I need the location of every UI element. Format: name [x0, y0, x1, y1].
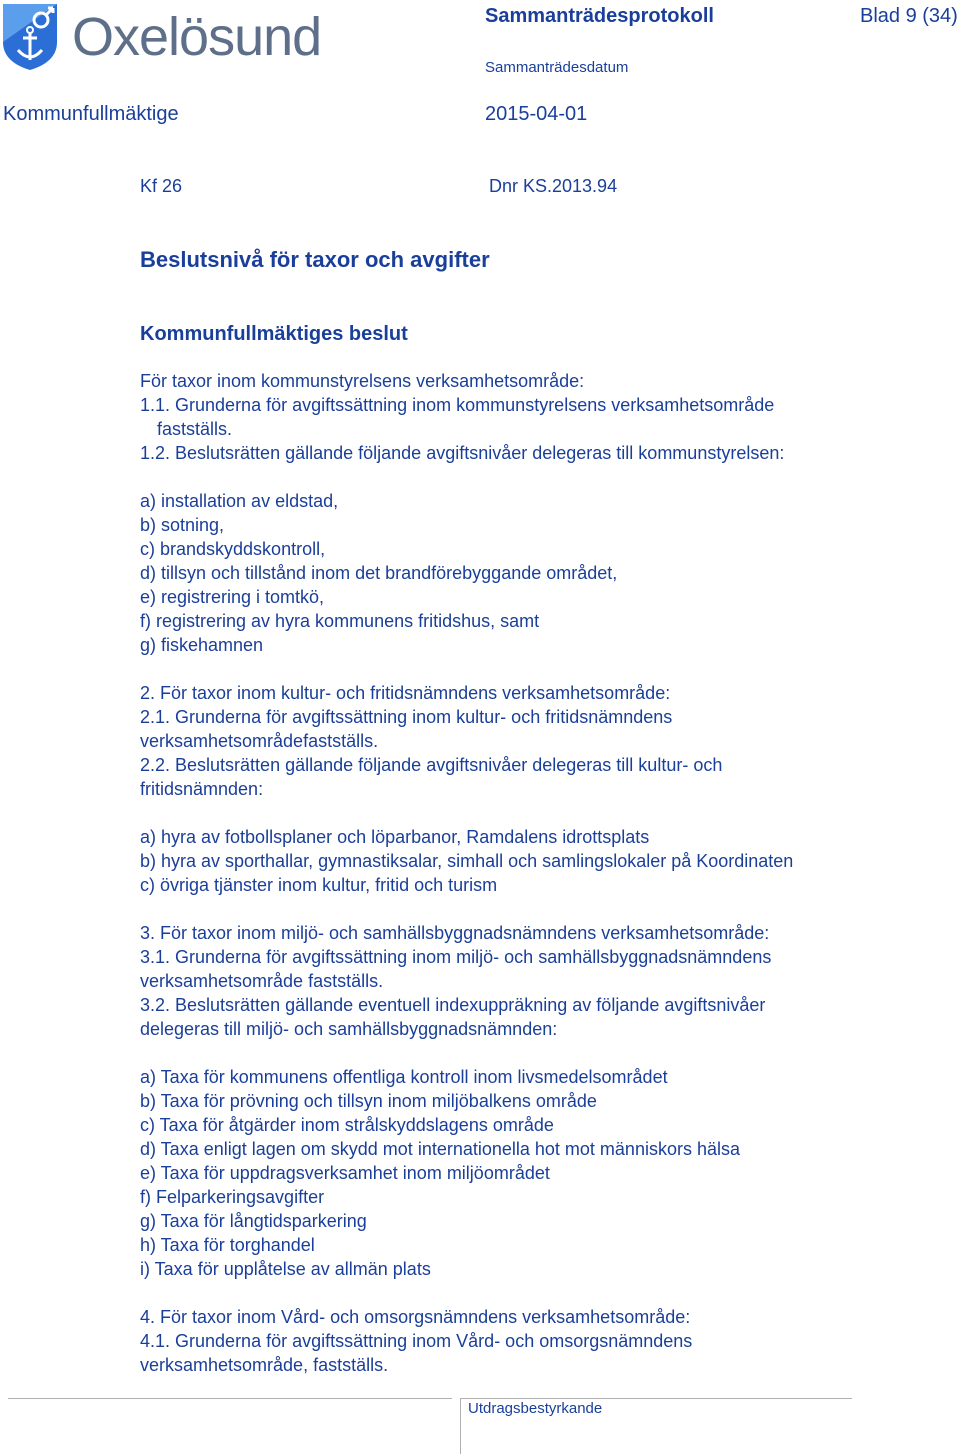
body-line: 2.1. Grunderna för avgiftssättning inom kultur- och fritidsnämndens: [140, 707, 673, 727]
body-line: delegeras till miljö- och samhällsbyggnadsnämnden:: [140, 1019, 558, 1039]
page-number: Blad 9 (34): [860, 5, 958, 27]
list-item: b) sotning,: [140, 515, 225, 535]
date-label: Sammanträdesdatum: [485, 59, 629, 76]
case-number: Kf 26: [140, 176, 183, 196]
body-line: 1.2. Beslutsrätten gällande följande avgiftsnivåer delegeras till kommunstyrelsen:: [140, 443, 785, 463]
body-line: fritidsnämnden:: [140, 779, 264, 799]
list-item: e) Taxa för uppdragsverksamhet inom miljöområdet: [140, 1163, 550, 1183]
list-item: h) Taxa för torghandel: [140, 1235, 315, 1255]
body-line: 4. För taxor inom Vård- och omsorgsnämndens verksamhetsområde:: [140, 1307, 691, 1327]
list-item: g) Taxa för långtidsparkering: [140, 1211, 367, 1231]
certification-label: Utdragsbestyrkande: [468, 1400, 603, 1417]
body-line: 1.1. Grunderna för avgiftssättning inom kommunstyrelsens verksamhetsområde: [140, 395, 775, 415]
list-item: a) installation av eldstad,: [140, 491, 339, 511]
list-item: c) övriga tjänster inom kultur, fritid och turism: [140, 875, 498, 895]
list-item: a) hyra av fotbollsplaner och löparbanor, Ramdalens idrottsplats: [140, 827, 650, 847]
list-item: f) registrering av hyra kommunens fritidshus, samt: [140, 611, 540, 631]
list-item: c) brandskyddskontroll,: [140, 539, 326, 559]
footer-divider: [460, 1398, 461, 1454]
list-item: g) fiskehamnen: [140, 635, 264, 655]
list-item: d) tillsyn och tillstånd inom det brandförebyggande området,: [140, 563, 618, 583]
list-item: f) Felparkeringsavgifter: [140, 1187, 325, 1207]
body-line: verksamhetsområde fastställs.: [140, 971, 384, 991]
list-item: e) registrering i tomtkö,: [140, 587, 325, 607]
list-item: b) hyra av sporthallar, gymnastiksalar, simhall och samlingslokaler på Koordinaten: [140, 851, 794, 871]
body-line: 4.1. Grunderna för avgiftssättning inom Vård- och omsorgsnämndens: [140, 1331, 693, 1351]
list-item: a) Taxa för kommunens offentliga kontroll inom livsmedelsområdet: [140, 1067, 668, 1087]
organ-name: Kommunfullmäktige: [3, 103, 179, 125]
page-title: Beslutsnivå för taxor och avgifter: [140, 247, 490, 272]
list-item: d) Taxa enligt lagen om skydd mot internationella hot mot människors hälsa: [140, 1139, 740, 1159]
document-type: Sammanträdesprotokoll: [485, 5, 714, 27]
body-line: verksamhetsområdefastställs.: [140, 731, 379, 751]
body-line: 3.1. Grunderna för avgiftssättning inom miljö- och samhällsbyggnadsnämndens: [140, 947, 772, 967]
oxelosund-coat-of-arms-icon: [1, 2, 59, 72]
logo-wordmark: Oxelösund: [72, 7, 322, 67]
list-item: b) Taxa för prövning och tillsyn inom miljöbalkens område: [140, 1091, 597, 1111]
body-line: fastställs.: [157, 419, 233, 439]
body-line: 3. För taxor inom miljö- och samhällsbyggnadsnämndens verksamhetsområde:: [140, 923, 770, 943]
body-line: verksamhetsområde, fastställs.: [140, 1355, 389, 1375]
list-item: c) Taxa för åtgärder inom strålskyddslagens område: [140, 1115, 554, 1135]
diary-number: Dnr KS.2013.94: [489, 176, 618, 196]
footer-divider: [8, 1398, 452, 1399]
body-line: 3.2. Beslutsrätten gällande eventuell indexuppräkning av följande avgiftsnivåer: [140, 995, 766, 1015]
body-line: 2.2. Beslutsrätten gällande följande avgiftsnivåer delegeras till kultur- och: [140, 755, 723, 775]
body-line: 2. För taxor inom kultur- och fritidsnämndens verksamhetsområde:: [140, 683, 671, 703]
decision-heading: Kommunfullmäktiges beslut: [140, 323, 408, 345]
body-line: För taxor inom kommunstyrelsens verksamhetsområde:: [140, 371, 585, 391]
list-item: i) Taxa för upplåtelse av allmän plats: [140, 1259, 431, 1279]
meeting-date: 2015-04-01: [485, 103, 588, 125]
